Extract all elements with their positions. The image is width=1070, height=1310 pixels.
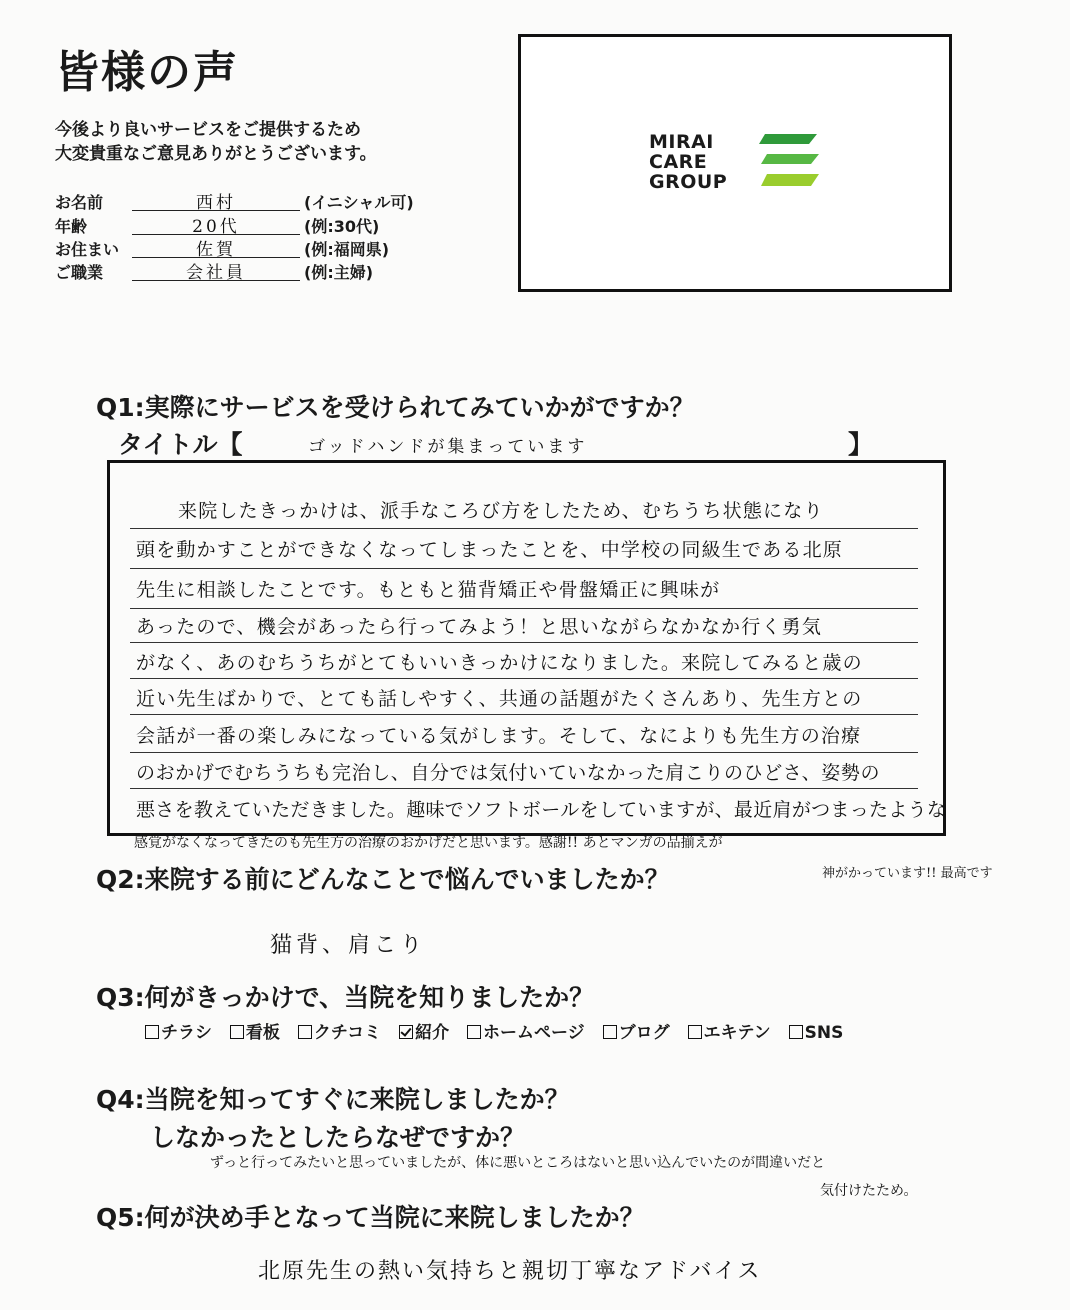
q1-answer-line: 頭を動かすことができなくなってしまったことを、中学校の同級生である北原 [136, 539, 844, 561]
option-label: エキテン [703, 1023, 771, 1043]
q1-answer-line: 近い先生ばかりで、とても話しやすく、共通の話題がたくさんあり、先生方との [136, 688, 863, 710]
intro-text [55, 118, 377, 166]
checkbox[interactable] [145, 1025, 159, 1039]
q1-title-answer[interactable]: ゴッドハンドが集まっています [308, 437, 588, 457]
ruled-line [130, 752, 918, 753]
option-word-of-mouth[interactable] [298, 1018, 381, 1043]
option-ekiten[interactable] [688, 1018, 771, 1043]
ruled-line [130, 788, 918, 789]
checkbox-checked[interactable] [399, 1025, 413, 1039]
q3-question: Q3:何がきっかけで、当院を知りましたか？ [96, 983, 595, 1012]
profile-hint: (例:30代) [304, 217, 380, 236]
q1-overflow-line-2: 神がかっています!! 最高です [822, 866, 993, 881]
profile-label: ご職業 [55, 263, 104, 282]
option-label: ブログ [618, 1023, 670, 1043]
checkbox[interactable] [789, 1025, 803, 1039]
intro-line-1: 今後より良いサービスをご提供するため [55, 120, 361, 140]
ruled-line [130, 714, 918, 715]
q4-answer-line-2: 気付けたため。 [820, 1183, 918, 1199]
q1-overflow-line-1: 感覚がなくなってきたのも先生方の治療のおかげだと思います。感謝!! あとマンガの品揃えが [134, 835, 723, 851]
q4-answer-line-1[interactable]: ずっと行ってみたいと思っていましたが、体に悪いところはないと思い込んでいたのが間違いだと [210, 1155, 826, 1171]
checkbox[interactable] [467, 1025, 481, 1039]
q2-answer[interactable]: 猫背、肩こり [270, 933, 427, 958]
q1-answer-line: のおかげでむちうちも完治し、自分では気付いていなかった肩こりのひどさ、姿勢の [136, 762, 881, 784]
residence-field[interactable]: 佐賀 [132, 235, 300, 258]
q4-question-line-2: しなかったとしたらなぜですか？ [150, 1123, 526, 1152]
option-referral[interactable] [399, 1018, 449, 1043]
option-label: 紹介 [415, 1023, 450, 1043]
page-title: 皆様の声 [55, 47, 239, 98]
profile-label: お住まい [55, 240, 120, 259]
logo-line-3: GROUP [649, 171, 728, 193]
option-sns[interactable] [789, 1023, 844, 1043]
option-label: SNS [804, 1023, 844, 1043]
age-field[interactable]: 20代 [132, 212, 300, 235]
logo-line-2: CARE [649, 151, 708, 173]
logo-stripes-icon [759, 132, 821, 194]
profile-label: お名前 [55, 193, 104, 212]
logo-wordmark [649, 132, 727, 192]
profile-label: 年齢 [55, 217, 88, 236]
option-flyer[interactable] [145, 1018, 212, 1043]
ruled-line [130, 528, 918, 529]
q1-title-close: 】 [848, 430, 874, 459]
q1-answer-line: 会話が一番の楽しみになっている気がします。そして、なによりも先生方の治療 [136, 725, 862, 747]
checkbox[interactable] [230, 1025, 244, 1039]
ruled-line [130, 678, 918, 679]
q4-question-line-1: Q4:当院を知ってすぐに来院しましたか？ [96, 1085, 570, 1114]
ruled-line [130, 568, 918, 569]
option-label: チラシ [161, 1023, 212, 1043]
option-label: 看板 [245, 1023, 280, 1043]
ruled-line [130, 608, 918, 609]
option-homepage[interactable] [467, 1018, 585, 1043]
mirai-care-group-logo [649, 132, 829, 194]
logo-line-1: MIRAI [649, 131, 714, 153]
occupation-field[interactable]: 会社員 [132, 258, 300, 281]
checkbox[interactable] [688, 1025, 702, 1039]
q1-answer-line: がなく、あのむちうちがとてもいいきっかけになりました。来院してみると歳の [136, 652, 863, 674]
logo-box [518, 34, 952, 292]
q3-options [145, 1018, 855, 1043]
profile-hint: (イニシャル可) [304, 193, 414, 212]
q2-question: Q2:来院する前にどんなことで悩んでいましたか？ [96, 865, 670, 894]
option-signboard[interactable] [230, 1018, 280, 1043]
q5-answer[interactable]: 北原先生の熱い気持ちと親切丁寧なアドバイス [258, 1259, 762, 1284]
option-label: ホームページ [483, 1023, 585, 1043]
option-label: クチコミ [313, 1023, 382, 1043]
q1-title-label: タイトル【 [118, 430, 243, 459]
name-field[interactable]: 西村 [132, 188, 300, 211]
checkbox[interactable] [298, 1025, 312, 1039]
q1-question: Q1:実際にサービスを受けられてみていかがですか？ [96, 393, 695, 422]
intro-line-2: 大変貴重なご意見ありがとうございます。 [55, 144, 377, 164]
q5-question: Q5:何が決め手となって当院に来院しましたか？ [96, 1203, 645, 1232]
q1-answer-line: 先生に相談したことです。もともと猫背矯正や骨盤矯正に興味が [136, 579, 721, 601]
ruled-line [130, 642, 918, 643]
checkbox[interactable] [603, 1025, 617, 1039]
option-blog[interactable] [603, 1018, 670, 1043]
q1-answer-line: 悪さを教えていただきました。趣味でソフトボールをしていますが、最近肩がつまったような [136, 799, 947, 821]
q1-answer-line: 来院したきっかけは、派手なころび方をしたため、むちうち状態になり [178, 500, 824, 522]
profile-hint: (例:福岡県) [304, 240, 390, 259]
q1-answer-line: あったので、機会があったら行ってみよう！と思いながらなかなか行く勇気 [136, 616, 823, 638]
profile-hint: (例:主婦) [304, 263, 374, 282]
